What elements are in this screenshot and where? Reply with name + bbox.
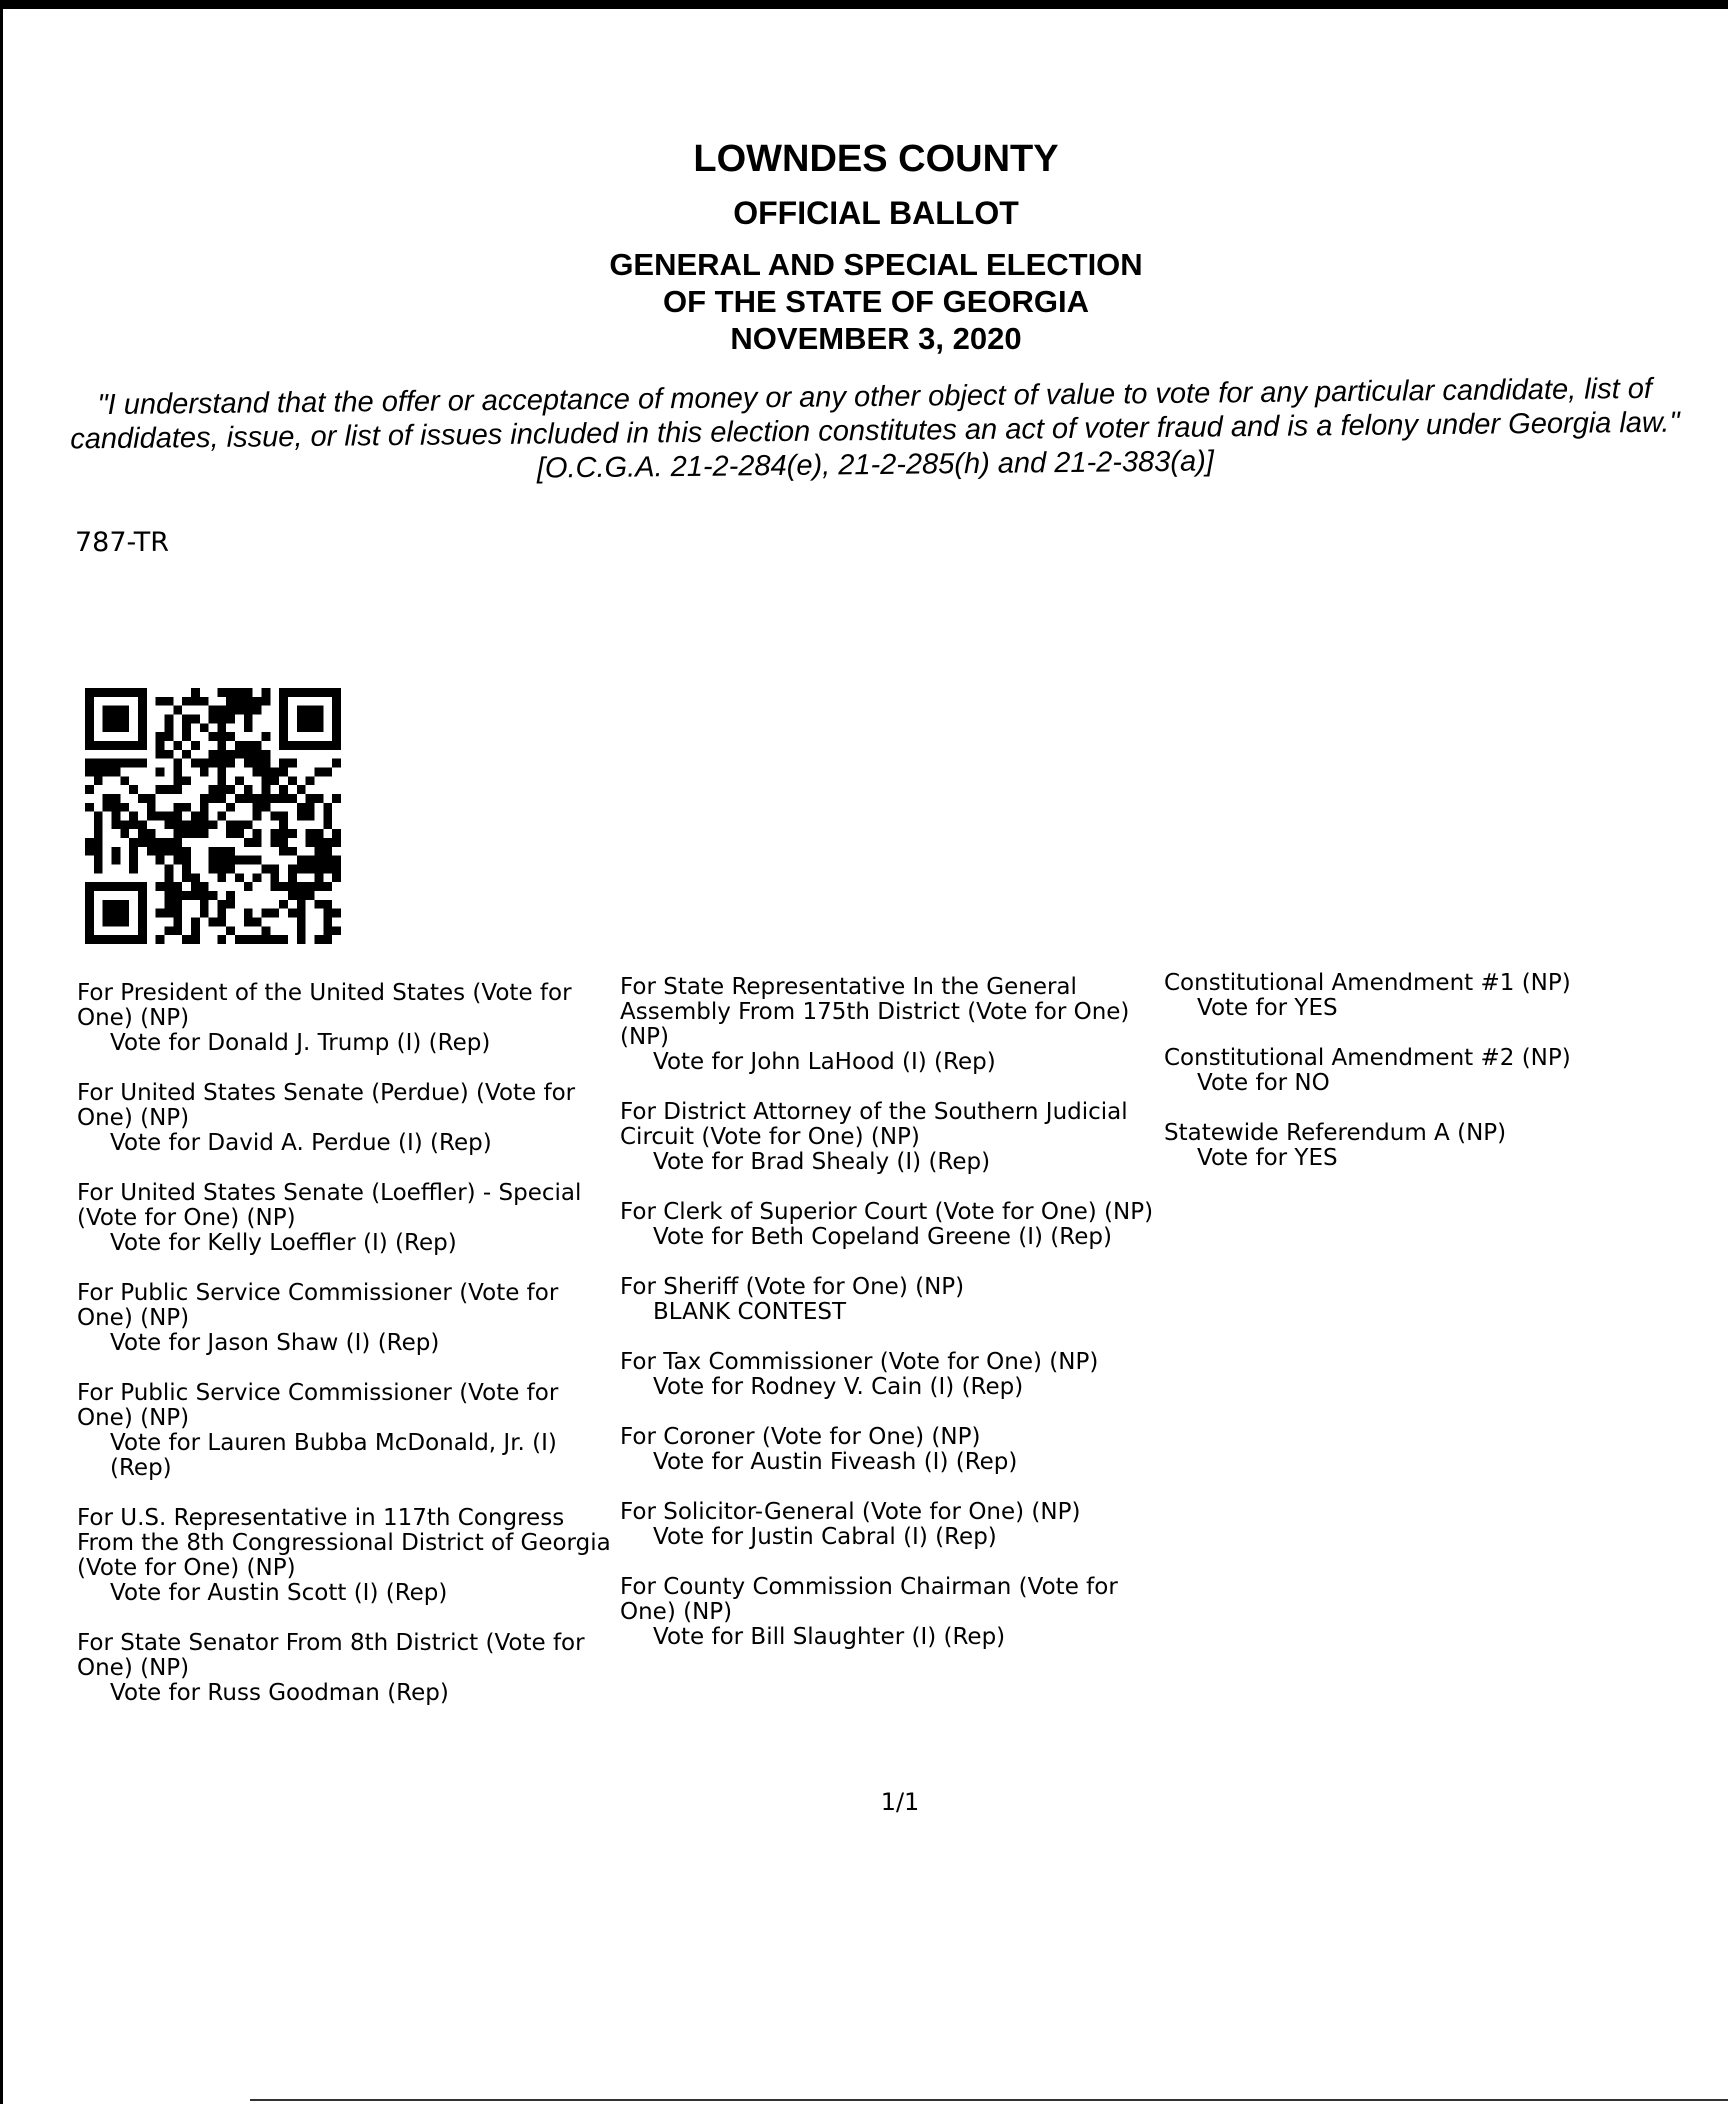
contest-choice: Vote for YES	[1197, 1145, 1338, 1171]
contest-title: For State Senator From 8th District (Vote for One) (NP)	[77, 1630, 592, 1681]
contest-choice: Vote for Jason Shaw (I) (Rep)	[110, 1330, 440, 1356]
ballot-header	[0, 132, 1728, 357]
contest-title: For United States Senate (Loeffler) - Special (Vote for One) (NP)	[77, 1180, 589, 1231]
contest-choice: Vote for David A. Perdue (I) (Rep)	[110, 1130, 492, 1156]
contest-title: For Public Service Commissioner (Vote for One) (NP)	[77, 1380, 566, 1431]
precinct-code: 787-TR	[75, 527, 170, 558]
page-number: 1/1	[880, 1788, 920, 1816]
contest-column-2	[620, 975, 1160, 1675]
contest-choice: Vote for Donald J. Trump (I) (Rep)	[110, 1030, 491, 1056]
contest-title: For District Attorney of the Southern Judicial Circuit (Vote for One) (NP)	[620, 1099, 1135, 1150]
contest-choice: Vote for Russ Goodman (Rep)	[110, 1680, 449, 1706]
contest-title: Constitutional Amendment #2 (NP)	[1164, 1045, 1571, 1071]
contest-choice: Vote for Kelly Loeffler (I) (Rep)	[110, 1230, 457, 1256]
contest-block	[620, 1200, 1160, 1250]
contest-choice: Vote for Rodney V. Cain (I) (Rep)	[653, 1374, 1024, 1400]
contest-title: For United States Senate (Perdue) (Vote for One) (NP)	[77, 1080, 583, 1131]
contest-choice: Vote for John LaHood (I) (Rep)	[653, 1049, 996, 1075]
contest-title: For County Commission Chairman (Vote for One) (NP)	[620, 1574, 1126, 1625]
contest-block	[77, 1631, 617, 1706]
contest-column-1	[77, 981, 617, 1731]
contest-choice: Vote for Lauren Bubba McDonald, Jr. (I) (Rep)	[110, 1430, 565, 1481]
contest-block	[1164, 971, 1704, 1021]
contest-block	[77, 1281, 617, 1356]
contest-block	[77, 1081, 617, 1156]
election-line-2: OF THE STATE OF GEORGIA	[663, 284, 1089, 319]
contest-block	[1164, 1121, 1704, 1171]
contest-title: For President of the United States (Vote for One) (NP)	[77, 980, 579, 1031]
contest-choice: Vote for Justin Cabral (I) (Rep)	[653, 1524, 997, 1550]
contest-choice: Vote for Brad Shealy (I) (Rep)	[653, 1149, 991, 1175]
election-line-1: GENERAL AND SPECIAL ELECTION	[609, 247, 1143, 282]
contest-block	[620, 1100, 1160, 1175]
contest-block	[1164, 1046, 1704, 1096]
contest-block	[77, 1181, 617, 1256]
contest-title: For Public Service Commissioner (Vote for One) (NP)	[77, 1280, 566, 1331]
contest-choice: Vote for Beth Copeland Greene (I) (Rep)	[653, 1224, 1112, 1250]
contest-block	[620, 1500, 1160, 1550]
contest-block	[620, 1350, 1160, 1400]
county-title: LOWNDES COUNTY	[693, 138, 1059, 180]
contest-block	[620, 975, 1160, 1075]
contest-choice: Vote for YES	[1197, 995, 1338, 1021]
election-title	[0, 246, 1728, 357]
contest-title: For Coroner (Vote for One) (NP)	[620, 1424, 981, 1450]
contest-block	[77, 981, 617, 1056]
contest-title: Constitutional Amendment #1 (NP)	[1164, 970, 1571, 996]
contest-block	[77, 1506, 617, 1606]
election-date: NOVEMBER 3, 2020	[730, 321, 1022, 356]
voter-fraud-notice: "I understand that the offer or acceptance of money or any other object of value to vote for any particular candidate, list of candidates, issue, or list of issues included in this election constitutes an act of voter fraud and is a felony under Georgia law."[O.C.G.A. 21-2-284(e), 21-2-285(h) and 21-2-383(a)]	[70, 372, 1680, 485]
contest-title: For Sheriff (Vote for One) (NP)	[620, 1274, 965, 1300]
bottom-border	[250, 2099, 1728, 2101]
contest-choice: Vote for NO	[1197, 1070, 1330, 1096]
top-border	[0, 0, 1728, 9]
contest-choice: Vote for Bill Slaughter (I) (Rep)	[653, 1624, 1006, 1650]
contest-block	[620, 1275, 1160, 1325]
contest-block	[620, 1425, 1160, 1475]
contest-choice: Vote for Austin Scott (I) (Rep)	[110, 1580, 448, 1606]
contest-title: For Clerk of Superior Court (Vote for One) (NP)	[620, 1199, 1154, 1225]
contest-column-3	[1164, 971, 1704, 1196]
contest-title: For U.S. Representative in 117th Congress From the 8th Congressional District of Georgia (Vote for One) (NP)	[77, 1505, 618, 1581]
contest-title: For State Representative In the General Assembly From 175th District (Vote for One) (NP)	[620, 974, 1137, 1050]
contest-title: Statewide Referendum A (NP)	[1164, 1120, 1507, 1146]
contest-block	[620, 1575, 1160, 1650]
contest-choice: Vote for Austin Fiveash (I) (Rep)	[653, 1449, 1018, 1475]
contest-title: For Tax Commissioner (Vote for One) (NP)	[620, 1349, 1099, 1375]
contest-choice: BLANK CONTEST	[653, 1299, 847, 1325]
ballot-type: OFFICIAL BALLOT	[733, 195, 1019, 231]
contest-block	[77, 1381, 617, 1481]
qr-code-icon	[75, 688, 351, 944]
contest-title: For Solicitor-General (Vote for One) (NP)	[620, 1499, 1081, 1525]
